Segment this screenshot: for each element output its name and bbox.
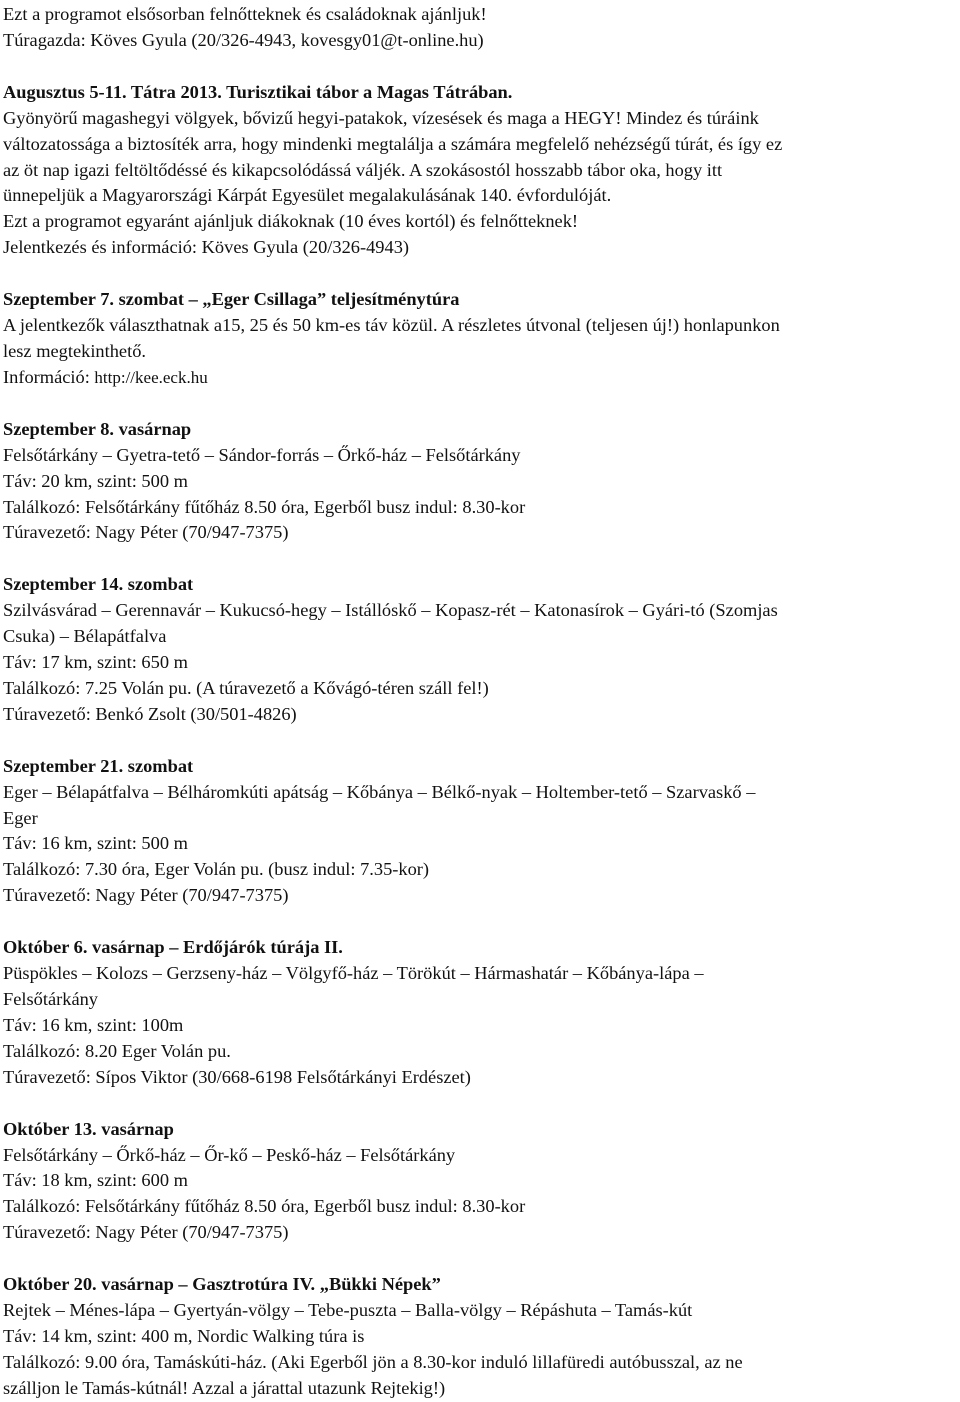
event-heading: Szeptember 7. szombat – „Eger Csillaga” teljesítménytúra [3,289,460,310]
event-meeting: Találkozó: 9.00 óra, Tamáskúti-ház. (Aki Egerből jön a 8.30-kor induló lillafüredi autóbusszal, az ne [3,1351,743,1372]
tatra-body-line: változatossága a biztosíték arra, hogy mindenki megtalálja a számára megfelelő nehézségű túrát, és így ez [3,133,783,154]
intro-recommendation: Ezt a programot elsősorban felnőtteknek és családoknak ajánljuk! [3,4,487,24]
event-guide: Túravezető: Sípos Viktor (30/668-6198 Felsőtárkányi Erdészet) [3,1066,471,1087]
event-sep-14 [3,572,958,727]
event-route: Eger [3,807,38,828]
event-guide: Túravezető: Nagy Péter (70/947-7375) [3,885,289,906]
event-distance: Táv: 20 km, szint: 500 m [3,470,188,491]
event-eger-csillaga [3,287,958,391]
event-meeting: Találkozó: 8.20 Eger Volán pu. [3,1040,231,1061]
event-meeting: Találkozó: Felsőtárkány fűtőház 8.50 óra, Egerből busz indul: 8.30-kor [3,496,526,517]
tatra-body-line: Gyönyörű magashegyi völgyek, bővizű hegyi-patakok, vízesések és maga a HEGY! Mindez és túráink [3,107,759,128]
event-route: Felsőtárkány [3,989,98,1009]
tatra-body-line: Ezt a programot egyaránt ajánljuk diákoknak (10 éves kortól) és felnőtteknek! [3,211,579,232]
event-route: Szilvásvárad – Gerennavár – Kukucsó-hegy – Istállóskő – Kopasz-rét – Katonasírok – Gyári-tó (Szomjas [3,600,778,621]
event-heading: Október 13. vasárnap [3,1118,174,1139]
event-distance: Táv: 16 km, szint: 100m [3,1014,184,1035]
tatra-body-line: Jelentkezés és információ: Köves Gyula (20/326-4943) [3,237,410,258]
tatra-section [3,80,958,261]
tatra-heading: Augusztus 5-11. Tátra 2013. Turisztikai tábor a Magas Tátrában. [3,81,513,102]
event-distance: Táv: 17 km, szint: 650 m [3,652,188,673]
event-meeting: Találkozó: Felsőtárkány fűtőház 8.50 óra, Egerből busz indul: 8.30-kor [3,1196,526,1217]
event-meeting: Találkozó: 7.30 óra, Eger Volán pu. (busz indul: 7.35-kor) [3,859,430,880]
website-link[interactable]: http://kee.eck.hu [94,367,208,387]
event-heading: Szeptember 14. szombat [3,574,194,595]
event-oct-13 [3,1117,958,1247]
intro-section [3,2,958,54]
event-distance: Táv: 16 km, szint: 500 m [3,833,188,854]
event-route: Püspökles – Kolozs – Gerzseny-ház – Völgyfő-ház – Törökút – Hármashatár – Kőbánya-lápa – [3,963,704,984]
event-heading: Szeptember 21. szombat [3,755,194,776]
event-sep-21 [3,754,958,909]
tatra-body-line: ünnepeljük a Magyarországi Kárpát Egyesület megalakulásának 140. évfordulóját. [3,185,612,206]
event-route: Felsőtárkány – Gyetra-tető – Sándor-forrás – Őrkő-ház – Felsőtárkány [3,444,521,465]
event-sep-8 [3,417,958,547]
event-route: Felsőtárkány – Őrkő-ház – Őr-kő – Peskő-ház – Felsőtárkány [3,1144,456,1165]
info-label: Információ: [3,366,95,387]
event-guide: Túravezető: Benkó Zsolt (30/501-4826) [3,703,297,724]
event-line: A jelentkezők választhatnak a15, 25 és 50 km-es táv közül. A részletes útvonal (teljesen új!) honlapunkon [3,315,780,336]
tatra-body-line: az öt nap igazi feltöltődéssé és kikapcsolódássá váljék. A szokásostól hosszabb tábor oka, hogy itt [3,159,723,180]
event-distance: Táv: 14 km, szint: 400 m, Nordic Walking túra is [3,1325,365,1346]
event-route: Csuka) – Bélapátfalva [3,626,167,647]
event-route: Rejtek – Ménes-lápa – Gyertyán-völgy – Tebe-puszta – Balla-völgy – Répáshuta – Tamás-kút [3,1300,693,1321]
event-route: Eger – Bélapátfalva – Bélháromkúti apátság – Kőbánya – Bélkő-nyak – Holtember-tető – Szarvaskő – [3,781,756,802]
event-meeting: szálljon le Tamás-kútnál! Azzal a járattal utazunk Rejtekig!) [3,1377,446,1398]
intro-host: Túragazda: Köves Gyula (20/326-4943, kovesgy01@t-online.hu) [3,29,484,50]
event-heading: Október 20. vasárnap – Gasztrotúra IV. „Bükki Népek” [3,1274,441,1295]
event-guide: Túravezető: Nagy Péter (70/947-7375) [3,1222,289,1243]
event-meeting: Találkozó: 7.25 Volán pu. (A túravezető a Kővágó-téren száll fel!) [3,677,489,698]
event-heading: Október 6. vasárnap – Erdőjárók túrája II. [3,937,343,958]
event-oct-20 [3,1272,958,1402]
event-distance: Táv: 18 km, szint: 600 m [3,1170,188,1191]
event-info-line [3,365,958,391]
event-line: lesz megtekinthető. [3,340,146,361]
event-guide: Túravezető: Nagy Péter (70/947-7375) [3,522,289,543]
event-heading: Szeptember 8. vasárnap [3,418,192,439]
event-oct-6 [3,935,958,1090]
